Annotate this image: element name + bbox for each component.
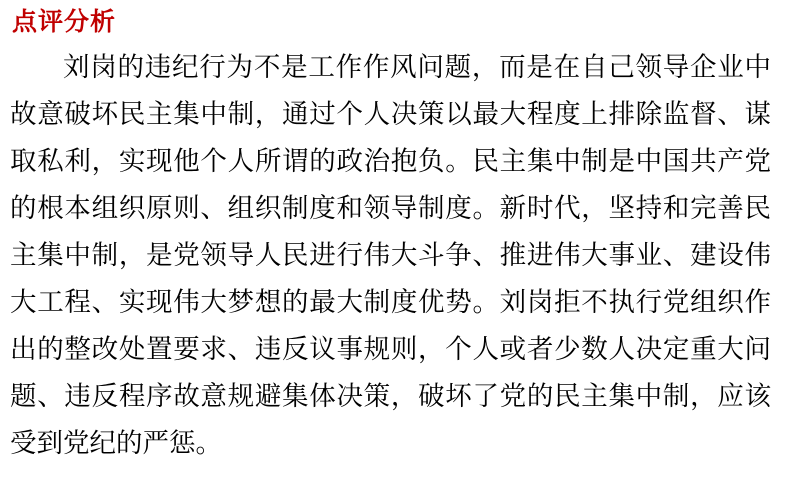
page-title: 点评分析: [12, 9, 117, 36]
body-paragraph: 刘岗的违纪行为不是工作作风问题，而是在自己领导企业中故意破坏民主集中制，通过个人决策以最大程度上排除监督、谋取私利，实现他个人所谓的政治抱负。民主集中制是中国共产党的根本组织原则、组织制度和领导制度。新时代，坚持和完善民主集中制，是党领导人民进行伟大斗争、推进伟大事业、建设伟大工程、实现伟大梦想的最大制度优势。刘岗拒不执行党组织作出的整改处置要求、违反议事规则，个人或者少数人决定重大问题、违反程序故意规避集体决策，破坏了党的民主集中制，应该受到党纪的严惩。: [10, 52, 771, 458]
